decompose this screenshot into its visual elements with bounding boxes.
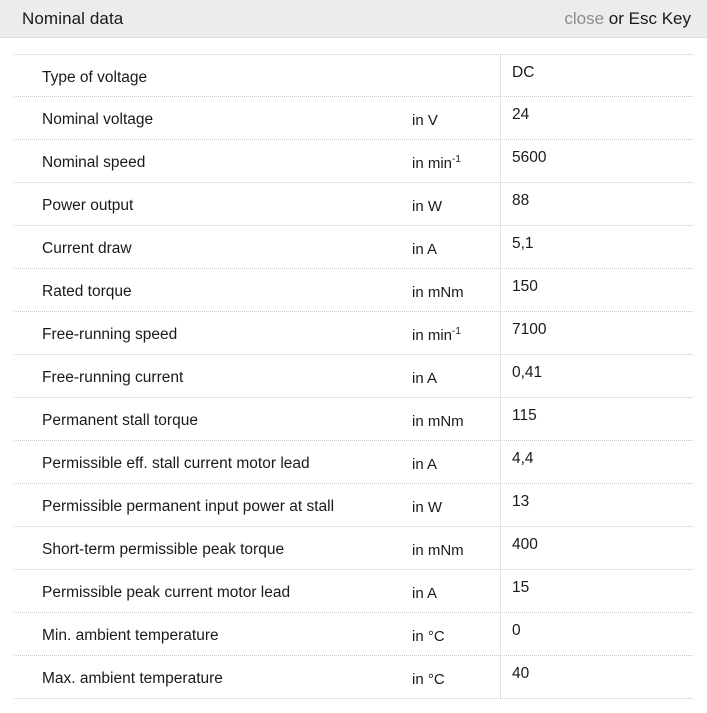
row-unit-exponent: -1 bbox=[452, 326, 461, 337]
table-row bbox=[14, 183, 693, 226]
table-row bbox=[14, 613, 693, 656]
row-unit-text: in W bbox=[412, 499, 442, 516]
row-label: Free-running speed bbox=[42, 326, 178, 343]
row-unit-text: in min bbox=[412, 327, 453, 344]
row-value: 40 bbox=[500, 656, 693, 698]
nominal-data-table bbox=[0, 38, 707, 699]
row-value: 4,4 bbox=[500, 441, 693, 483]
row-unit bbox=[412, 441, 500, 483]
row-value: 400 bbox=[500, 527, 693, 569]
row-unit bbox=[412, 226, 500, 268]
row-unit-text: in °C bbox=[412, 671, 445, 688]
table-row bbox=[14, 97, 693, 140]
close-hint-suffix: or Esc Key bbox=[604, 8, 691, 28]
row-unit bbox=[412, 140, 500, 182]
row-value: 0 bbox=[500, 613, 693, 655]
row-unit-text: in min bbox=[412, 155, 453, 172]
row-unit-text: in A bbox=[412, 585, 438, 602]
row-label: Type of voltage bbox=[42, 69, 148, 86]
close-button[interactable]: close bbox=[564, 8, 605, 28]
row-unit-text: in W bbox=[412, 198, 442, 215]
row-label: Permanent stall torque bbox=[42, 412, 198, 429]
row-label: Current draw bbox=[42, 240, 132, 257]
row-unit-text: in mNm bbox=[412, 542, 464, 559]
row-unit bbox=[412, 570, 500, 612]
table-row bbox=[14, 656, 693, 699]
row-label: Permissible peak current motor lead bbox=[42, 584, 291, 601]
row-value: 5600 bbox=[500, 140, 693, 182]
row-label: Permissible eff. stall current motor lead bbox=[42, 455, 310, 472]
row-unit-text: in V bbox=[412, 112, 438, 129]
row-value: 88 bbox=[500, 183, 693, 225]
row-unit bbox=[412, 527, 500, 569]
panel-title: Nominal data bbox=[22, 8, 124, 28]
row-value: 150 bbox=[500, 269, 693, 311]
row-unit-text: in mNm bbox=[412, 413, 464, 430]
row-unit bbox=[412, 398, 500, 440]
row-value: 7100 bbox=[500, 312, 693, 354]
row-unit-exponent: -1 bbox=[452, 154, 461, 165]
row-value: DC bbox=[500, 55, 693, 96]
row-value: 13 bbox=[500, 484, 693, 526]
row-value: 5,1 bbox=[500, 226, 693, 268]
table-row bbox=[14, 140, 693, 183]
row-unit bbox=[412, 312, 500, 354]
row-label: Nominal voltage bbox=[42, 111, 154, 128]
table-row bbox=[14, 355, 693, 398]
row-label: Free-running current bbox=[42, 369, 184, 386]
row-unit bbox=[412, 269, 500, 311]
table-row bbox=[14, 527, 693, 570]
table-row bbox=[14, 312, 693, 355]
row-label: Power output bbox=[42, 197, 134, 214]
table-row bbox=[14, 54, 693, 97]
table-row bbox=[14, 441, 693, 484]
row-unit bbox=[412, 484, 500, 526]
row-value: 0,41 bbox=[500, 355, 693, 397]
table-row bbox=[14, 398, 693, 441]
row-label: Short-term permissible peak torque bbox=[42, 541, 285, 558]
row-unit-text: in A bbox=[412, 241, 438, 258]
table-row bbox=[14, 269, 693, 312]
row-label: Max. ambient temperature bbox=[42, 670, 223, 687]
row-unit-text: in A bbox=[412, 370, 438, 387]
row-value: 24 bbox=[500, 97, 693, 139]
row-value: 15 bbox=[500, 570, 693, 612]
row-label: Nominal speed bbox=[42, 154, 146, 171]
table-row bbox=[14, 484, 693, 527]
panel-titlebar bbox=[0, 0, 707, 38]
row-unit bbox=[412, 55, 500, 78]
row-unit-text: in A bbox=[412, 456, 438, 473]
row-label: Min. ambient temperature bbox=[42, 627, 219, 644]
row-unit bbox=[412, 613, 500, 655]
row-unit bbox=[412, 183, 500, 225]
row-unit bbox=[412, 656, 500, 698]
table-row bbox=[14, 226, 693, 269]
row-unit-text: in °C bbox=[412, 628, 445, 645]
row-unit bbox=[412, 97, 500, 139]
row-value: 115 bbox=[500, 398, 693, 440]
table-row bbox=[14, 570, 693, 613]
close-hint bbox=[564, 9, 691, 29]
row-unit bbox=[412, 355, 500, 397]
row-label: Rated torque bbox=[42, 283, 132, 300]
row-unit-text: in mNm bbox=[412, 284, 464, 301]
row-label: Permissible permanent input power at stall bbox=[42, 498, 335, 515]
